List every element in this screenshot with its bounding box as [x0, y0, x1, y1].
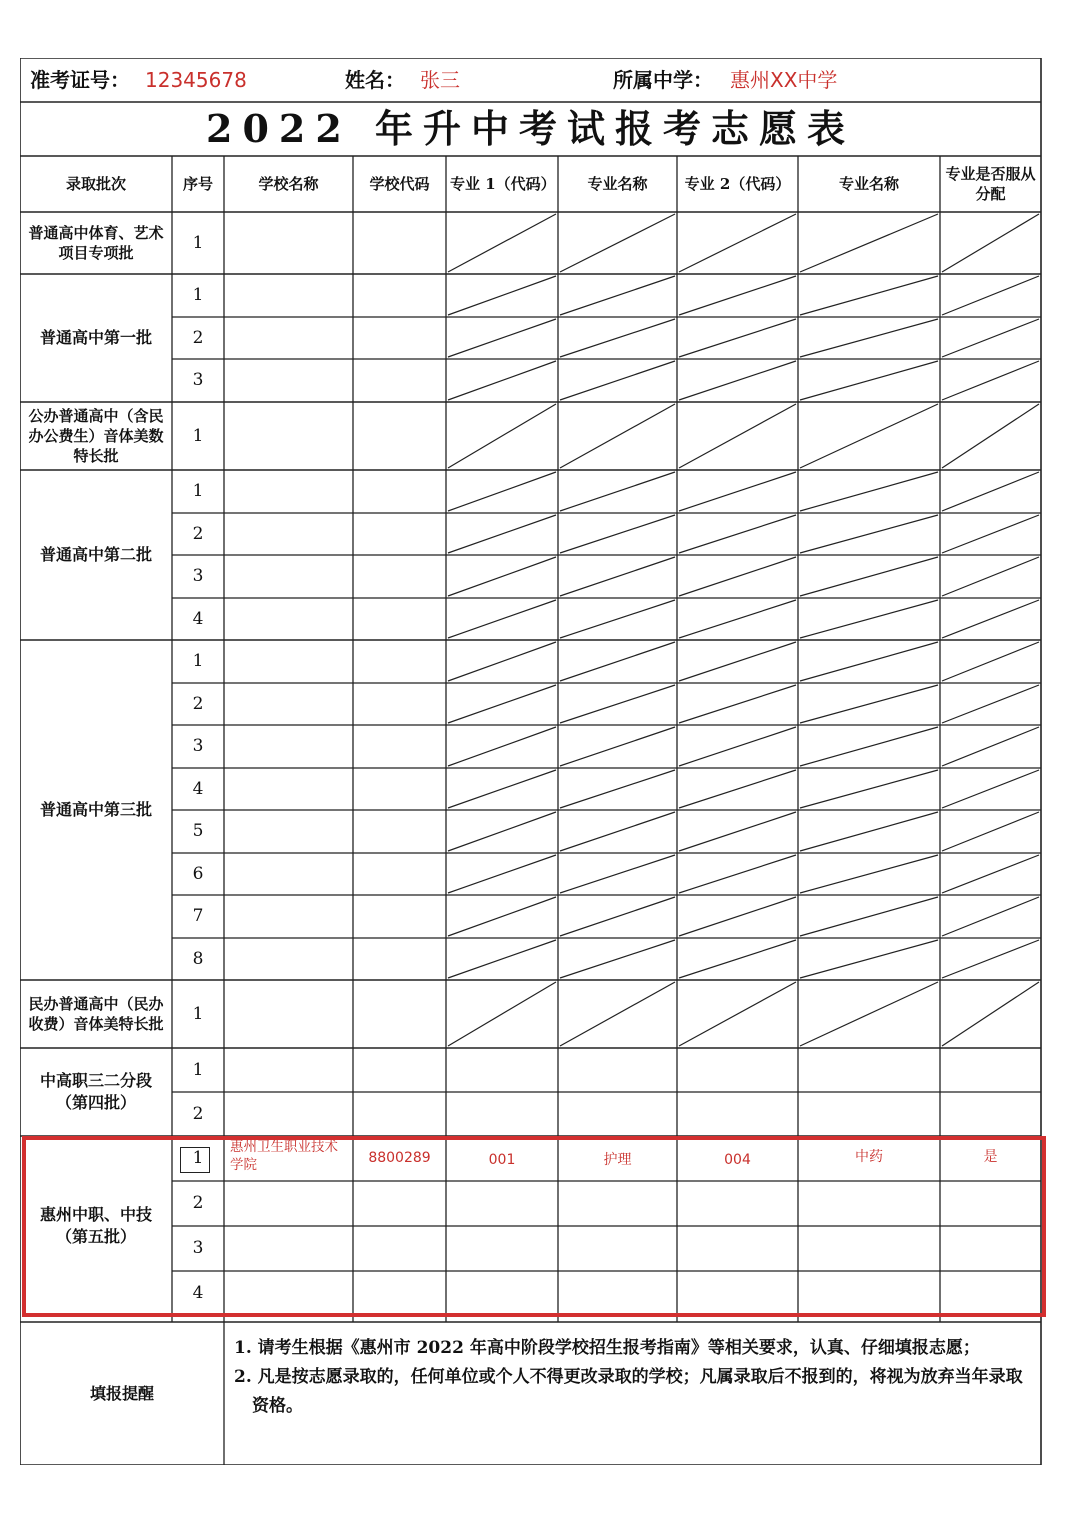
batch-label-text: 普通高中体育、艺术项目专项批 — [28, 223, 164, 262]
diagonal-slash — [942, 727, 1039, 766]
column-header — [681, 156, 794, 212]
column-header — [228, 156, 349, 212]
seq-number — [172, 810, 224, 853]
diagonal-slash — [679, 361, 796, 400]
diagonal-slash — [560, 727, 675, 766]
entry-major1-name-text: 护理 — [603, 1152, 632, 1169]
name-value — [420, 58, 540, 102]
seq-number-text: 1 — [192, 232, 204, 253]
diagonal-slash — [942, 770, 1039, 808]
application-form — [20, 58, 1043, 1465]
page-title-text: 2022 年升中考试报考志愿表 — [206, 106, 855, 152]
diagonal-slash — [560, 600, 675, 638]
seq-number — [172, 1048, 224, 1092]
seq-number — [172, 212, 224, 274]
exam-no-label-text: 准考证号： — [30, 67, 130, 92]
diagonal-slash — [448, 319, 556, 357]
column-header-text: 录取批次 — [65, 174, 126, 193]
diagonal-slash — [448, 557, 556, 596]
diagonal-slash — [942, 319, 1039, 357]
diagonal-slash — [942, 404, 1039, 468]
seq-number-text: 5 — [192, 821, 204, 842]
diagonal-slash — [679, 855, 796, 893]
school-label-text: 所属中学： — [613, 67, 713, 92]
batch-label — [26, 1048, 166, 1136]
seq-number-text: 1 — [192, 481, 204, 502]
diagonal-slash — [448, 727, 556, 766]
reminder-label-text: 填报提醒 — [89, 1383, 154, 1403]
diagonal-slash — [679, 276, 796, 315]
batch-label-text: 普通高中第三批 — [39, 800, 152, 820]
seq-number — [172, 1092, 224, 1136]
column-header-text: 专业是否服从分配 — [945, 164, 1036, 203]
exam-no-value — [145, 58, 295, 102]
diagonal-slash — [560, 276, 675, 315]
batch-label — [26, 274, 166, 402]
diagonal-slash — [560, 685, 675, 723]
seq-number — [172, 470, 224, 513]
diagonal-slash — [800, 812, 938, 851]
diagonal-slash — [942, 940, 1039, 978]
diagonal-slash — [560, 515, 675, 553]
name-label-text: 姓名： — [345, 67, 405, 92]
diagonal-slash — [800, 472, 938, 511]
batch-label — [26, 640, 166, 980]
diagonal-slash — [560, 770, 675, 808]
column-header-text: 专业 2（代码） — [684, 174, 791, 193]
diagonal-slash — [679, 982, 796, 1046]
column-header-text: 学校代码 — [369, 174, 430, 193]
seq-number-text: 3 — [192, 1238, 204, 1259]
seq-number — [172, 895, 224, 938]
diagonal-slash — [942, 897, 1039, 936]
diagonal-slash — [942, 600, 1039, 638]
diagonal-slash — [560, 642, 675, 681]
seq-number-text: 3 — [192, 736, 204, 757]
exam-no-label — [30, 58, 145, 102]
diagonal-slash — [448, 685, 556, 723]
column-header-text: 学校名称 — [258, 174, 319, 193]
name-label — [345, 58, 415, 102]
diagonal-slash — [560, 855, 675, 893]
seq-number-text: 4 — [192, 608, 204, 629]
seq-number — [172, 555, 224, 598]
diagonal-slash — [560, 404, 675, 468]
diagonal-slash — [560, 812, 675, 851]
column-header — [562, 156, 673, 212]
seq-number — [172, 938, 224, 980]
school-value — [730, 58, 930, 102]
batch-label-text: 公办普通高中（含民办公费生）音体美数特长批 — [28, 406, 164, 466]
diagonal-slash — [800, 404, 938, 468]
entry-obey — [940, 1138, 1041, 1177]
batch-label — [26, 402, 166, 470]
diagonal-slash — [448, 642, 556, 681]
seq-number — [172, 402, 224, 470]
seq-number-text: 1 — [192, 285, 204, 306]
diagonal-slash — [942, 685, 1039, 723]
seq-number — [172, 1181, 224, 1226]
diagonal-slash — [448, 361, 556, 400]
seq-number-text: 4 — [192, 778, 204, 799]
diagonal-slash — [448, 982, 556, 1046]
batch-label-text: 中高职三二分段（第四批） — [39, 1071, 152, 1112]
entry-major1-name — [558, 1138, 677, 1183]
entry-major1-code-text: 001 — [488, 1152, 516, 1169]
diagonal-slash — [800, 600, 938, 638]
school-label — [613, 58, 731, 102]
entry-school-name-text: 惠州卫生职业技术学院 — [230, 1139, 338, 1174]
diagonal-slash — [448, 940, 556, 978]
diagonal-slash — [679, 642, 796, 681]
entry-school-name — [230, 1138, 349, 1183]
column-header — [944, 156, 1037, 212]
seq-number-text: 7 — [192, 906, 204, 927]
column-header — [24, 156, 168, 212]
seq-number-text: 2 — [192, 327, 204, 348]
column-header — [802, 156, 936, 212]
seq-number — [172, 768, 224, 810]
diagonal-slash — [448, 404, 556, 468]
diagonal-slash — [448, 276, 556, 315]
batch-label — [26, 470, 166, 640]
entry-school-code — [353, 1138, 446, 1179]
seq-number — [172, 1271, 224, 1316]
school-value-text: 惠州XX中学 — [730, 67, 838, 92]
diagonal-slash — [560, 319, 675, 357]
diagonal-slash — [448, 770, 556, 808]
diagonal-slash — [942, 812, 1039, 851]
diagonal-slash — [942, 276, 1039, 315]
column-header — [450, 156, 554, 212]
diagonal-slash — [679, 557, 796, 596]
diagonal-slash — [560, 472, 675, 511]
column-header-text: 专业名称 — [838, 174, 899, 193]
diagonal-slash — [448, 214, 556, 272]
batch-label — [26, 1136, 166, 1316]
entry-major2-code — [677, 1138, 798, 1183]
column-header — [176, 156, 220, 212]
seq-number-text: 1 — [192, 1059, 204, 1080]
diagonal-slash — [679, 404, 796, 468]
diagonal-slash — [800, 685, 938, 723]
diagonal-slash — [800, 897, 938, 936]
diagonal-slash — [800, 214, 938, 272]
entry-major2-code-text: 004 — [724, 1152, 751, 1169]
diagonal-slash — [679, 770, 796, 808]
diagonal-slash — [560, 557, 675, 596]
reminder-item: 1. 请考生根据《惠州市 2022 年高中阶段学校招生报考指南》等相关要求，认真、仔细填报志愿； — [234, 1338, 980, 1358]
seq-number — [172, 317, 224, 359]
diagonal-slash — [448, 472, 556, 511]
seq-number-text: 6 — [192, 863, 204, 884]
entry-major1-code — [446, 1138, 558, 1183]
diagonal-slash — [560, 940, 675, 978]
seq-number — [172, 683, 224, 725]
seq-number — [172, 598, 224, 640]
seq-number-text: 8 — [192, 948, 204, 969]
diagonal-slash — [560, 361, 675, 400]
seq-number-text: 1 — [192, 1148, 204, 1169]
column-header-text: 专业 1（代码） — [450, 174, 556, 193]
column-header — [357, 156, 442, 212]
diagonal-slash — [448, 812, 556, 851]
reminder-item: 2. 凡是按志愿录取的，任何单位或个人不得更改录取的学校；凡属录取后不报到的，将视为放弃当年录取资格。 — [234, 1366, 1023, 1416]
seq-number — [172, 725, 224, 768]
seq-number-text: 2 — [192, 1193, 204, 1214]
seq-number-text: 2 — [192, 523, 204, 544]
diagonal-slash — [800, 319, 938, 357]
exam-no-value-text: 12345678 — [145, 67, 247, 92]
diagonal-slash — [448, 897, 556, 936]
diagonal-slash — [679, 685, 796, 723]
diagonal-slash — [679, 940, 796, 978]
seq-number-text: 2 — [192, 1103, 204, 1124]
diagonal-slash — [800, 855, 938, 893]
diagonal-slash — [679, 472, 796, 511]
seq-number-text: 3 — [192, 566, 204, 587]
seq-number-text: 1 — [192, 651, 204, 672]
reminder-notes — [234, 1334, 1033, 1461]
batch-label — [26, 980, 166, 1048]
diagonal-slash — [942, 361, 1039, 400]
diagonal-slash — [942, 557, 1039, 596]
reminder-label — [20, 1322, 224, 1465]
diagonal-slash — [942, 472, 1039, 511]
diagonal-slash — [800, 940, 938, 978]
entry-major2-name — [798, 1138, 940, 1177]
seq-number-text: 2 — [192, 693, 204, 714]
diagonal-slash — [679, 727, 796, 766]
page-title — [20, 102, 1041, 156]
diagonal-slash — [800, 276, 938, 315]
diagonal-slash — [679, 515, 796, 553]
name-value-text: 张三 — [420, 67, 460, 92]
seq-number — [172, 980, 224, 1048]
seq-number-text: 1 — [192, 425, 204, 446]
diagonal-slash — [942, 982, 1039, 1046]
seq-number — [172, 274, 224, 317]
diagonal-slash — [942, 214, 1039, 272]
batch-label-text: 民办普通高中（民办收费）音体美特长批 — [28, 994, 164, 1033]
diagonal-slash — [679, 214, 796, 272]
batch-label-text: 普通高中第二批 — [39, 545, 152, 565]
entry-major2-name-text: 中药 — [855, 1149, 883, 1166]
diagonal-slash — [942, 515, 1039, 553]
seq-number-text: 3 — [192, 370, 204, 391]
diagonal-slash — [800, 515, 938, 553]
diagonal-slash — [800, 770, 938, 808]
diagonal-slash — [800, 642, 938, 681]
diagonal-slash — [679, 897, 796, 936]
column-header-text: 专业名称 — [587, 174, 648, 193]
diagonal-slash — [942, 642, 1039, 681]
diagonal-slash — [560, 897, 675, 936]
diagonal-slash — [800, 361, 938, 400]
seq-number — [172, 853, 224, 895]
diagonal-slash — [560, 982, 675, 1046]
diagonal-slash — [448, 855, 556, 893]
batch-label-text: 惠州中职、中技（第五批） — [39, 1205, 152, 1246]
batch-label — [26, 212, 166, 274]
diagonal-slash — [679, 812, 796, 851]
diagonal-slash — [800, 557, 938, 596]
diagonal-slash — [679, 319, 796, 357]
diagonal-slash — [448, 600, 556, 638]
seq-number-text: 1 — [192, 1003, 204, 1024]
seq-number — [172, 1226, 224, 1271]
seq-number — [172, 359, 224, 402]
entry-school-code-text: 8800289 — [368, 1150, 431, 1167]
diagonal-slash — [448, 515, 556, 553]
entry-obey-text: 是 — [983, 1149, 998, 1166]
diagonal-slash — [560, 214, 675, 272]
selected-seq-box — [180, 1147, 210, 1173]
seq-number — [172, 640, 224, 683]
batch-label-text: 普通高中第一批 — [39, 328, 152, 348]
diagonal-slash — [942, 855, 1039, 893]
diagonal-slash — [800, 982, 938, 1046]
column-header-text: 序号 — [182, 174, 213, 193]
diagonal-slash — [679, 600, 796, 638]
seq-number — [172, 513, 224, 555]
diagonal-slash — [800, 727, 938, 766]
seq-number-text: 4 — [192, 1283, 204, 1304]
